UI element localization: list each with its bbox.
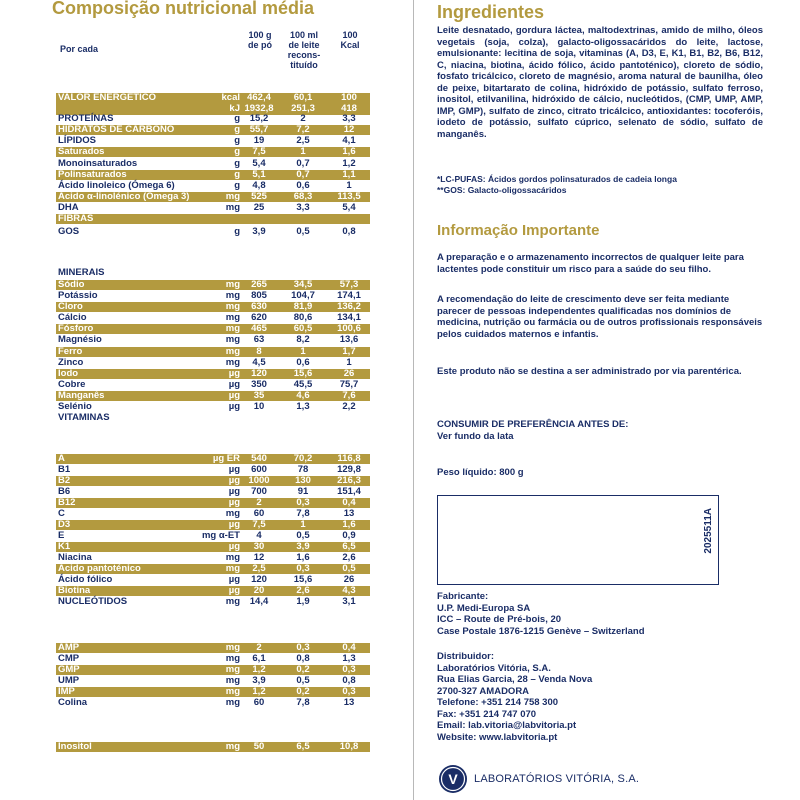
nutrition-row [56,698,370,708]
nutrient-label: Polinsaturados [58,169,127,180]
nutrient-unit: mg α-ET [201,530,240,541]
nutrition-row [56,742,370,752]
nutrition-row [56,476,370,486]
value-per-100kcal: 0,5 [342,563,356,574]
value-per-100kcal: 6,5 [342,541,356,552]
nutrient-label: B6 [58,486,71,497]
nutrient-unit: µg [228,585,240,596]
value-per-100ml: 104,7 [291,290,315,301]
nutrient-unit: µg [228,519,240,530]
value-per-100kcal: 1,6 [342,146,356,157]
batch-box [437,495,719,585]
value-per-100ml: 60,5 [293,323,313,334]
value-per-100kcal: 3,3 [342,113,356,124]
value-per-100g: 525 [251,191,267,202]
value-per-100ml: 0,8 [296,653,310,664]
value-per-100g: 14,4 [249,596,269,607]
nutrient-label: Monoinsaturados [58,158,138,169]
value-per-100g: 30 [253,541,265,552]
value-per-100kcal: 100,6 [337,323,361,334]
nutrient-label: Selénio [58,401,92,412]
value-per-100kcal: 26 [343,574,355,585]
value-per-100g: 2 [256,642,262,653]
value-per-100ml: 7,2 [296,124,310,135]
nutrient-label: Biotina [58,585,91,596]
value-per-100kcal: 1,2 [342,158,356,169]
nutrient-label: PROTEÍNAS [58,113,114,124]
svg-text:V: V [448,771,458,787]
value-per-100kcal: 0,3 [342,686,356,697]
value-per-100g: 4,5 [252,357,266,368]
value-per-100kcal: 7,6 [342,390,356,401]
value-per-100ml: 0,2 [296,664,310,675]
batch-code: 2025511A [703,508,714,554]
value-per-100g: 6,1 [252,653,266,664]
value-per-100kcal: 2,6 [342,552,356,563]
value-per-100ml: 1 [300,519,306,530]
nutrient-label: K1 [58,541,71,552]
value-per-100kcal: 13 [343,508,355,519]
nutrition-row [56,125,370,135]
value-per-100ml: 2 [300,113,306,124]
nutrition-row [56,170,370,180]
best-before-label: CONSUMIR DE PREFERÊNCIA ANTES DE: [437,419,629,430]
value-per-100kcal: 174,1 [337,290,361,301]
nutrition-row [56,665,370,675]
value-per-100g: 465 [251,323,267,334]
value-per-100g: 10 [253,401,265,412]
nutrient-unit: g [234,226,240,237]
nutrition-row [56,643,370,653]
nutrient-unit: mg [225,279,240,290]
value-per-100kcal: 129,8 [337,464,361,475]
nutrient-unit: mg [225,563,240,574]
value-per-100g: 7,5 [252,146,266,157]
value-per-100ml: 3,3 [296,202,310,213]
value-per-100ml: 45,5 [293,379,313,390]
nutrition-row [56,402,370,412]
nutrition-row [56,280,370,290]
value-per-100kcal: 0,9 [342,530,356,541]
column-divider [413,0,414,800]
nutrition-row [56,509,370,519]
nutrient-label: Cloro [58,301,83,312]
value-per-100ml: 80,6 [293,312,313,323]
value-per-100g: 620 [251,312,267,323]
nutrition-row [56,465,370,475]
nutrient-unit: mg [225,664,240,675]
header-100ml-milk: 100 ml de leite recons- tituído [287,30,321,70]
value-per-100kcal: 0,4 [342,497,356,508]
nutrient-label: Niacina [58,552,92,563]
value-per-100kcal: 26 [343,368,355,379]
nutrient-label: Sódio [58,279,85,290]
nutrition-row [56,203,370,213]
value-per-100kcal: 1,3 [342,653,356,664]
value-per-100ml: 1,3 [296,401,310,412]
nutrition-row [56,302,370,312]
value-per-100ml: 7,8 [296,508,310,519]
manufacturer-block: Fabricante: U.P. Medi-Europa SA ICC – Route de Pré-bois, 20 Case Postale 1876-1215 Genève – Switzerland [437,591,645,637]
value-per-100kcal: 1 [346,357,352,368]
nutrient-label: AMP [58,642,80,653]
nutrient-label: MINERAIS [58,267,105,278]
value-per-100ml: 0,6 [296,180,310,191]
nutrient-label: Cálcio [58,312,87,323]
nutrient-label: E [58,530,65,541]
value-per-100ml: 1,6 [296,552,310,563]
value-per-100ml: 1,9 [296,596,310,607]
nutrient-label: B1 [58,464,71,475]
nutrient-unit: mg [225,312,240,323]
nutrition-row [56,214,370,224]
nutrient-label: GOS [58,226,80,237]
nutrient-label: Zinco [58,357,84,368]
nutrient-label: VITAMINAS [58,412,110,423]
nutrient-unit: µg [228,379,240,390]
value-per-100g: 25 [253,202,265,213]
nutrition-row [56,454,370,464]
value-per-100g: 1,2 [252,686,266,697]
value-per-100g: 4,8 [252,180,266,191]
value-per-100ml: 1 [300,146,306,157]
nutrient-unit: g [234,158,240,169]
nutrition-row [56,227,370,237]
value-per-100ml: 0,7 [296,158,310,169]
value-per-100g: 700 [251,486,267,497]
value-per-100ml: 6,5 [296,741,310,752]
nutrition-row [56,498,370,508]
value-per-100kcal: 151,4 [337,486,361,497]
value-per-100g: 540 [251,453,267,464]
nutrient-unit: µg [228,390,240,401]
nutrient-unit: mg [225,552,240,563]
value-per-100ml: 0,2 [296,686,310,697]
value-per-100kcal: 4,1 [342,135,356,146]
nutrition-row [56,380,370,390]
value-per-100g: 350 [251,379,267,390]
nutrient-label: B2 [58,475,71,486]
nutrition-row [56,291,370,301]
value-per-100ml: 1 [300,346,306,357]
nutrient-unit: g [234,180,240,191]
value-per-100kcal: 0,4 [342,642,356,653]
nutrient-label: Manganês [58,390,105,401]
distributor-block: Distribuidor: Laboratórios Vitória, S.A. Rua Elias Garcia, 28 – Venda Nova 2700-327 AMADORA Telefone: +351 214 758 300 Fax: +351 214 747 070 Email: lab.vitoria@labvitoria.pt Website: www.labvitoria.pt [437,651,593,743]
nutrient-label: UMP [58,675,80,686]
nutrient-unit: g [234,113,240,124]
nutrition-row [56,553,370,563]
nutrition-row [56,159,370,169]
nutrition-row [56,564,370,574]
value-per-100ml: 3,9 [296,541,310,552]
energy-row: VALOR ENERGÉTICO kcal 462,4 60,1 100 kJ 1932,8 251,3 418 [56,93,370,115]
nutrient-unit: mg [225,334,240,345]
value-per-100g: 60 [253,697,265,708]
value-per-100ml: 91 [297,486,309,497]
nutrient-label: FIBRAS [58,213,94,224]
nutrient-unit: g [234,169,240,180]
value-per-100g: 12 [253,552,265,563]
nutrition-row [56,313,370,323]
value-per-100g: 600 [251,464,267,475]
net-weight: Peso líquido: 800 g [437,467,524,478]
value-per-100g: 4 [256,530,262,541]
nutrient-label: Colina [58,697,88,708]
nutrient-unit: mg [225,290,240,301]
value-per-100g: 3,9 [252,675,266,686]
nutrition-row [56,181,370,191]
value-per-100g: 50 [253,741,265,752]
value-per-100ml: 8,2 [296,334,310,345]
value-per-100kcal: 12 [343,124,355,135]
nutrient-unit: µg [228,368,240,379]
value-per-100g: 2,5 [252,563,266,574]
value-per-100g: 2 [256,497,262,508]
nutrient-label: Iodo [58,368,79,379]
nutrition-row [56,358,370,368]
nutrition-row [56,575,370,585]
info-paragraph-1: A preparação e o armazenamento incorrectos de qualquer leite para lactentes pode constituir um risco para a saúde do seu filho. [437,252,744,275]
value-per-100ml: 130 [295,475,311,486]
value-per-100g: 5,4 [252,158,266,169]
value-per-100kcal: 136,2 [337,301,361,312]
value-per-100ml: 0,5 [296,675,310,686]
value-per-100g: 35 [253,390,265,401]
nutrient-label: Inositol [58,741,92,752]
value-per-100kcal: 13 [343,697,355,708]
value-per-100g: 5,1 [252,169,266,180]
nutrition-row [56,192,370,202]
nutrient-unit: mg [225,653,240,664]
value-per-100kcal: 4,3 [342,585,356,596]
nutrient-unit: mg [225,301,240,312]
nutrition-row [56,687,370,697]
nutrient-unit: mg [225,642,240,653]
nutrition-row [56,654,370,664]
value-per-100g: 20 [253,585,265,596]
nutrient-label: Ferro [58,346,83,357]
nutrition-row [56,369,370,379]
value-per-100ml: 70,2 [293,453,313,464]
nutrient-label: NUCLEÓTIDOS [58,596,128,607]
value-per-100ml: 0,5 [296,530,310,541]
nutrient-unit: g [234,124,240,135]
nutrition-row [56,136,370,146]
value-per-100ml: 0,3 [296,497,310,508]
value-per-100ml: 0,3 [296,642,310,653]
nutrition-row [56,676,370,686]
value-per-100kcal: 1,1 [342,169,356,180]
nutrition-row [56,413,370,423]
value-per-100ml: 2,5 [296,135,310,146]
value-per-100kcal: 2,2 [342,401,356,412]
nutrient-unit: µg ER [212,453,240,464]
nutrient-unit: µg [228,486,240,497]
nutrient-label: C [58,508,65,519]
value-per-100ml: 34,5 [293,279,313,290]
value-per-100g: 805 [251,290,267,301]
nutrient-label: GMP [58,664,80,675]
value-per-100kcal: 1 [346,180,352,191]
nutrient-label: Ácido α-linolénico (Omega 3) [58,191,190,202]
nutrient-label: Ácido linoleico (Ómega 6) [58,180,175,191]
value-per-100ml: 4,6 [296,390,310,401]
nutrient-unit: g [234,146,240,157]
nutrient-unit: mg [225,508,240,519]
ingredients-title: Ingredientes [437,2,545,22]
header-100g-powder: 100 g de pó [248,30,272,50]
nutrition-row [56,347,370,357]
nutrient-label: Potássio [58,290,98,301]
nutrition-row [56,542,370,552]
value-per-100kcal: 10,8 [339,741,359,752]
nutrient-unit: mg [225,741,240,752]
value-per-100ml: 78 [297,464,309,475]
value-per-100kcal: 0,8 [342,226,356,237]
nutrient-unit: µg [228,464,240,475]
nutrient-unit: g [234,135,240,146]
nutrient-unit: µg [228,497,240,508]
nutrient-unit: µg [228,401,240,412]
nutrient-label: LÍPIDOS [58,135,97,146]
nutrition-row [56,597,370,607]
value-per-100g: 15,2 [249,113,269,124]
value-per-100kcal: 57,3 [339,279,359,290]
value-per-100kcal: 134,1 [337,312,361,323]
value-per-100g: 265 [251,279,267,290]
nutrition-row [56,586,370,596]
header-100kcal: 100 Kcal [340,30,360,50]
vitoria-logo-icon [438,764,468,794]
nutrition-row [56,114,370,124]
nutrition-title: Composição nutricional média [52,0,315,18]
nutrient-unit: µg [228,574,240,585]
nutrition-row [56,147,370,157]
nutrient-unit: mg [225,323,240,334]
nutrient-label: CMP [58,653,80,664]
nutrition-row [56,335,370,345]
footnote-lcpufas: *LC-PUFAS: Ácidos gordos polinsaturados de cadeia longa [437,174,677,184]
value-per-100kcal: 5,4 [342,202,356,213]
value-per-100kcal: 113,5 [337,191,361,202]
value-per-100g: 7,5 [252,519,266,530]
info-paragraph-3: Este produto não se destina a ser administrado por via parentérica. [437,366,742,377]
nutrient-unit: mg [225,596,240,607]
value-per-100g: 1000 [248,475,270,486]
nutrient-label: Cobre [58,379,86,390]
value-per-100kcal: 216,3 [337,475,361,486]
nutrient-unit: mg [225,191,240,202]
value-per-100kcal: 0,8 [342,675,356,686]
nutrition-row [56,520,370,530]
value-per-100g: 3,9 [252,226,266,237]
nutrient-unit: µg [228,475,240,486]
nutrition-row [56,391,370,401]
nutrition-row [56,268,370,278]
nutrition-row [56,324,370,334]
nutrient-unit: mg [225,697,240,708]
value-per-100kcal: 116,8 [337,453,361,464]
nutrition-row [56,487,370,497]
nutrient-unit: mg [225,357,240,368]
nutrient-label: Fósforo [58,323,94,334]
value-per-100ml: 2,6 [296,585,310,596]
nutrient-unit: mg [225,346,240,357]
value-per-100g: 60 [253,508,265,519]
value-per-100ml: 0,6 [296,357,310,368]
value-per-100kcal: 0,3 [342,664,356,675]
nutrient-unit: mg [225,675,240,686]
value-per-100g: 8 [256,346,262,357]
info-paragraph-2: A recomendação do leite de crescimento deve ser feita mediante parecer de pessoas independentes qualificadas nos domínios de medicina, nutrição ou farmácia ou de outros profissionais responsáveis pelos cuidados maternos e infantis. [437,294,763,340]
nutrient-unit: µg [228,541,240,552]
value-per-100kcal: 75,7 [339,379,359,390]
value-per-100g: 63 [253,334,265,345]
value-per-100g: 120 [251,368,267,379]
value-per-100ml: 81,9 [293,301,313,312]
nutrient-unit: mg [225,686,240,697]
value-per-100ml: 15,6 [293,368,313,379]
logo-text: LABORATÓRIOS VITÓRIA, S.A. [474,773,640,785]
nutrient-label: IMP [58,686,75,697]
nutrition-row [56,531,370,541]
value-per-100g: 55,7 [249,124,269,135]
nutrient-label: Magnésio [58,334,102,345]
nutrient-label: B12 [58,497,76,508]
nutrient-label: A [58,453,65,464]
best-before-value: Ver fundo da lata [437,431,514,442]
value-per-100g: 120 [251,574,267,585]
value-per-100kcal: 3,1 [342,596,356,607]
value-per-100ml: 15,6 [293,574,313,585]
value-per-100kcal: 1,7 [342,346,356,357]
header-per: Por cada [60,44,99,54]
nutrient-label: Saturados [58,146,105,157]
nutrient-label: DHA [58,202,79,213]
value-per-100ml: 0,7 [296,169,310,180]
nutrient-label: HIDRATOS DE CARBONO [58,124,175,135]
nutrient-label: Ácido pantoténico [58,563,141,574]
nutrient-label: Ácido fólico [58,574,113,585]
ingredients-text: Leite desnatado, gordura láctea, maltodextrinas, amido de milho, óleos vegetais (soja, colza), galacto-oligossacáridos do leite, lactose, emulsionante: lecitina de soja, vitaminas (A, D3, E, K1, B1, B2, B6, B12, C, niacina, biotina, ácido fólico, ácido pantoténico), cloreto de sódio, fosfato tricálcico, cloreto de magnésio, aroma natural de baunilha, óleo de peixe, bitartarato de colina, hidróxido de potássio, sulfato ferroso, inositol, etilvanilina, hidróxido de cálcio, nucleótidos, (CMP, UMP, AMP, IMP, GMP), sulfato de zinco, citrato tricálcico, antioxidantes: tocoferóis, iodeto de potássio, sulfato cúprico, selenato de sódio, sulfato de manganês. [437,25,763,140]
value-per-100ml: 0,3 [296,563,310,574]
footnote-gos: **GOS: Galacto-oligossacáridos [437,185,567,195]
value-per-100kcal: 13,6 [339,334,359,345]
value-per-100ml: 7,8 [296,697,310,708]
important-info-title: Informação Importante [437,222,600,239]
nutrient-label: D3 [58,519,71,530]
value-per-100g: 1,2 [252,664,266,675]
value-per-100g: 19 [253,135,265,146]
value-per-100ml: 0,5 [296,226,310,237]
value-per-100kcal: 1,6 [342,519,356,530]
nutrient-unit: mg [225,202,240,213]
value-per-100g: 630 [251,301,267,312]
value-per-100ml: 68,3 [293,191,313,202]
